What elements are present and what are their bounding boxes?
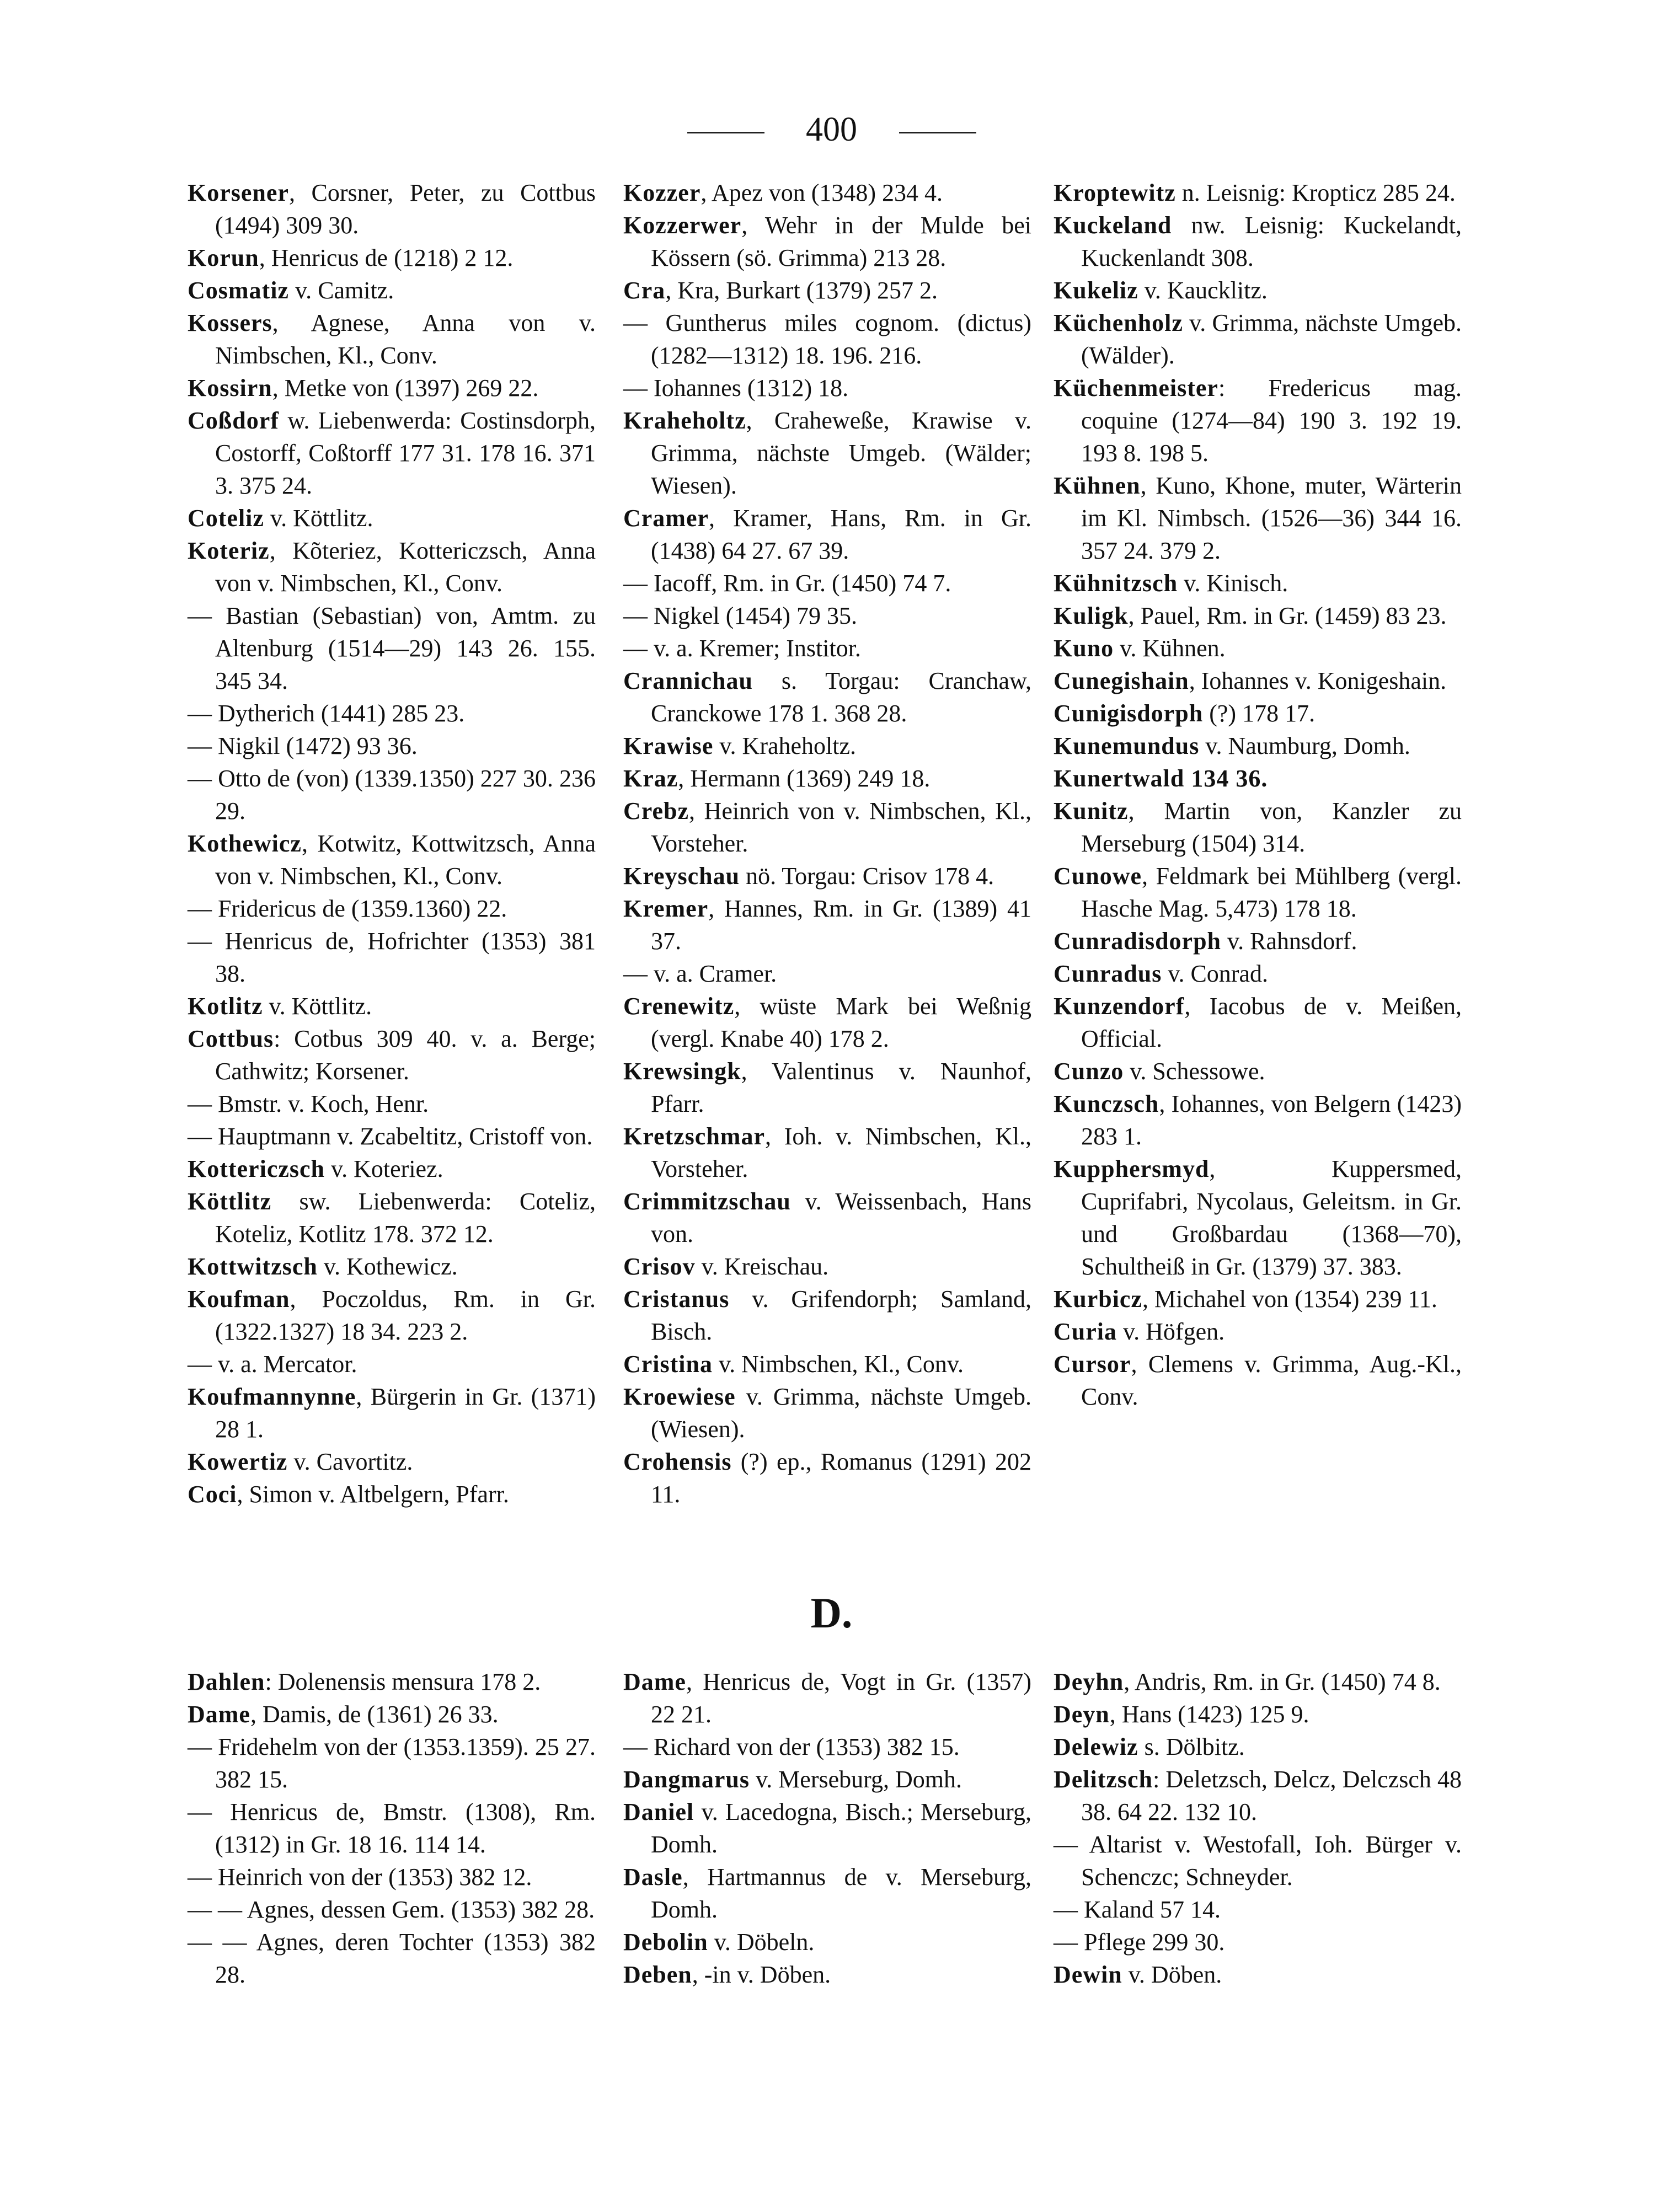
index-entry: Cunowe, Feldmark bei Mühlberg (vergl. Hasche Mag. 5,473) 178 18. <box>1054 863 1462 922</box>
index-entry: — Bmstr. v. Koch, Henr. <box>188 1090 429 1117</box>
index-entry: Kreyschau nö. Torgau: Crisov 178 4. <box>623 863 994 890</box>
index-entry: Kunertwald 134 36. <box>1054 765 1268 792</box>
index-entry: Crebz, Heinrich von v. Nimbschen, Kl., Vorsteher. <box>623 797 1031 857</box>
index-entry: Kunczsch, Iohannes, von Belgern (1423) 283 1. <box>1054 1090 1462 1150</box>
index-entry: Delewiz s. Dölbitz. <box>1054 1733 1245 1760</box>
index-entry: Kozzer, Apez von (1348) 234 4. <box>623 179 943 206</box>
index-entry: Kretzschmar, Ioh. v. Nimbschen, Kl., Vorsteher. <box>623 1123 1031 1182</box>
index-entry: — Heinrich von der (1353) 382 12. <box>188 1863 532 1890</box>
index-entry: Dasle, Hartmannus de v. Merseburg, Domh. <box>623 1863 1031 1923</box>
index-entry: — Henricus de, Hofrichter (1353) 381 38. <box>188 928 596 987</box>
index-entry: Kunitz, Martin von, Kanzler zu Merseburg (1504) 314. <box>1054 797 1462 857</box>
index-entry: — Guntherus miles cognom. (dictus) (1282—1312) 18. 196. 216. <box>623 309 1031 369</box>
index-entry: — Hauptmann v. Zcabeltitz, Cristoff von. <box>188 1123 593 1150</box>
index-entry: Kuno v. Kühnen. <box>1054 635 1226 662</box>
index-entry: Curia v. Höfgen. <box>1054 1318 1225 1345</box>
index-entry: Deben, -in v. Döben. <box>623 1961 831 1988</box>
index-entry: Cunradisdorph v. Rahnsdorf. <box>1054 928 1357 955</box>
index-entry: Küchenholz v. Grimma, nächste Umgeb. (Wälder). <box>1054 309 1462 369</box>
index-entry: Kossirn, Metke von (1397) 269 22. <box>188 374 539 401</box>
index-entry: Koteriz, Kõteriez, Kottericzsch, Anna von v. Nimbschen, Kl., Conv. <box>188 537 596 597</box>
index-entry: — Fridehelm von der (1353.1359). 25 27. 382 15. <box>188 1733 596 1793</box>
index-entry: — v. a. Kremer; Institor. <box>623 635 861 662</box>
index-entry: Kupphersmyd, Kuppersmed, Cuprifabri, Nycolaus, Geleitsm. in Gr. und Großbardau (1368—70), Schultheiß in Gr. (1379) 37. 383. <box>1054 1155 1462 1280</box>
index-entry: Korsener, Corsner, Peter, zu Cottbus (1494) 309 30. <box>188 179 596 239</box>
index-entry: Cristanus v. Grifendorph; Samland, Bisch. <box>623 1286 1031 1345</box>
index-entry: Cunegishain, Iohannes v. Konigeshain. <box>1054 667 1447 694</box>
index-entry: Kunzendorf, Iacobus de v. Meißen, Official. <box>1054 993 1462 1052</box>
index-entry: Deyn, Hans (1423) 125 9. <box>1054 1701 1309 1728</box>
index-entry: — Kaland 57 14. <box>1054 1896 1221 1923</box>
index-entry: — Bastian (Sebastian) von, Amtm. zu Altenburg (1514—29) 143 26. 155. 345 34. <box>188 602 596 694</box>
section-letter-heading: D. <box>810 1589 853 1637</box>
index-column-2 <box>623 176 1031 1511</box>
index-entry: — Nigkil (1472) 93 36. <box>188 732 418 759</box>
index-entry: Cunigisdorph (?) 178 17. <box>1054 700 1316 727</box>
index-entry: Kothewicz, Kotwitz, Kottwitzsch, Anna von v. Nimbschen, Kl., Conv. <box>188 830 596 890</box>
index-entry: Crohensis (?) ep., Romanus (1291) 202 11. <box>623 1448 1031 1508</box>
index-entry: Kozzerwer, Wehr in der Mulde bei Kössern (sö. Grimma) 213 28. <box>623 212 1031 271</box>
index-entry: Kroptewitz n. Leisnig: Kropticz 285 24. <box>1054 179 1456 206</box>
index-entry: Cottbus: Cotbus 309 40. v. a. Berge; Cathwitz; Korsener. <box>188 1025 596 1085</box>
index-entry: — Otto de (von) (1339.1350) 227 30. 236 29. <box>188 765 596 824</box>
index-entry: Cursor, Clemens v. Grimma, Aug.-Kl., Conv. <box>1054 1351 1462 1410</box>
index-entry: Kühnitzsch v. Kinisch. <box>1054 570 1288 597</box>
index-entry: — Nigkel (1454) 79 35. <box>623 602 858 629</box>
index-entry: Koufmannynne, Bürgerin in Gr. (1371) 28 1. <box>188 1383 596 1443</box>
index-entry: — — Agnes, deren Tochter (1353) 382 28. <box>188 1929 596 1988</box>
index-entry: Coci, Simon v. Altbelgern, Pfarr. <box>188 1481 509 1508</box>
index-entry: Kowertiz v. Cavortitz. <box>188 1448 413 1475</box>
index-entry: Köttlitz sw. Liebenwerda: Coteliz, Koteliz, Kotlitz 178. 372 12. <box>188 1188 596 1247</box>
index-entry: Cunzo v. Schessowe. <box>1054 1058 1265 1085</box>
index-entry: Daniel v. Lacedogna, Bisch.; Merseburg, Domh. <box>623 1798 1031 1858</box>
index-entry: Krewsingk, Valentinus v. Naunhof, Pfarr. <box>623 1058 1031 1117</box>
index-entry: Kunemundus v. Naumburg, Domh. <box>1054 732 1410 759</box>
index-entry: Kurbicz, Michahel von (1354) 239 11. <box>1054 1286 1437 1313</box>
index-entry: Crimmitzschau v. Weissenbach, Hans von. <box>623 1188 1031 1247</box>
page-header <box>0 108 1663 152</box>
index-column-d-3 <box>1054 1665 1462 1991</box>
index-entry: Kuligk, Pauel, Rm. in Gr. (1459) 83 23. <box>1054 602 1447 629</box>
index-entry: — v. a. Cramer. <box>623 960 777 987</box>
index-entry: Crenewitz, wüste Mark bei Weßnig (vergl. Knabe 40) 178 2. <box>623 993 1031 1052</box>
index-entry: Kroewiese v. Grimma, nächste Umgeb. (Wiesen). <box>623 1383 1031 1443</box>
index-entry: Kraz, Hermann (1369) 249 18. <box>623 765 931 792</box>
index-entry: — Richard von der (1353) 382 15. <box>623 1733 960 1760</box>
index-entry: Deyhn, Andris, Rm. in Gr. (1450) 74 8. <box>1054 1668 1441 1695</box>
index-entry: Küchenmeister: Fredericus mag. coquine (1274—84) 190 3. 192 19. 193 8. 198 5. <box>1054 374 1462 467</box>
index-entry: — v. a. Mercator. <box>188 1351 357 1378</box>
index-entry: Kremer, Hannes, Rm. in Gr. (1389) 41 37. <box>623 895 1031 955</box>
index-entry: Crannichau s. Torgau: Cranchaw, Cranckowe 178 1. 368 28. <box>623 667 1031 727</box>
index-column-3 <box>1054 176 1462 1413</box>
index-entry: Kuckeland nw. Leisnig: Kuckelandt, Kuckenlandt 308. <box>1054 212 1462 271</box>
index-entry: — Henricus de, Bmstr. (1308), Rm. (1312) in Gr. 18 16. 114 14. <box>188 1798 596 1858</box>
index-entry: Kossers, Agnese, Anna von v. Nimbschen, Kl., Conv. <box>188 309 596 369</box>
page-number: 400 <box>806 111 857 148</box>
index-entry: Dangmarus v. Merseburg, Domh. <box>623 1766 962 1793</box>
index-entry: — — Agnes, dessen Gem. (1353) 382 28. <box>188 1896 595 1923</box>
index-entry: Krawise v. Kraheholtz. <box>623 732 857 759</box>
index-entry: Debolin v. Döbeln. <box>623 1929 815 1956</box>
index-column-d-2 <box>623 1665 1031 1991</box>
index-entry: Coßdorf w. Liebenwerda: Costinsdorph, Costorff, Coßtorff 177 31. 178 16. 371 3. 375 24. <box>188 407 596 499</box>
index-entry: — Iacoff, Rm. in Gr. (1450) 74 7. <box>623 570 951 597</box>
index-entry: Cunradus v. Conrad. <box>1054 960 1268 987</box>
index-entry: Cramer, Kramer, Hans, Rm. in Gr. (1438) 64 27. 67 39. <box>623 505 1031 564</box>
index-entry: Dewin v. Döben. <box>1054 1961 1222 1988</box>
index-entry: Kraheholtz, Craheweße, Krawise v. Grimma, nächste Umgeb. (Wälder; Wiesen). <box>623 407 1031 499</box>
index-entry: Kotlitz v. Köttlitz. <box>188 993 372 1020</box>
index-entry: — Altarist v. Westofall, Ioh. Bürger v. Schenczc; Schneyder. <box>1054 1831 1462 1890</box>
index-entry: Cra, Kra, Burkart (1379) 257 2. <box>623 277 938 304</box>
index-entry: Cosmatiz v. Camitz. <box>188 277 394 304</box>
index-entry: Dame, Henricus de, Vogt in Gr. (1357) 22 21. <box>623 1668 1031 1728</box>
index-entry: Dahlen: Dolenensis mensura 178 2. <box>188 1668 541 1695</box>
index-entry: Crisov v. Kreischau. <box>623 1253 829 1280</box>
index-entry: Kukeliz v. Kaucklitz. <box>1054 277 1268 304</box>
index-entry: Coteliz v. Köttlitz. <box>188 505 373 532</box>
header-rule-right <box>899 132 976 133</box>
index-column-d-1 <box>188 1665 596 1991</box>
index-entry: Kühnen, Kuno, Khone, muter, Wärterin im Kl. Nimbsch. (1526—36) 344 16. 357 24. 379 2. <box>1054 472 1462 564</box>
index-entry: Delitzsch: Deletzsch, Delcz, Delczsch 48 38. 64 22. 132 10. <box>1054 1766 1462 1825</box>
index-entry: Kottwitzsch v. Kothewicz. <box>188 1253 458 1280</box>
index-entry: Cristina v. Nimbschen, Kl., Conv. <box>623 1351 964 1378</box>
index-entry: Korun, Henricus de (1218) 2 12. <box>188 244 514 271</box>
index-entry: Koufman, Poczoldus, Rm. in Gr. (1322.1327) 18 34. 223 2. <box>188 1286 596 1345</box>
index-column-1 <box>188 176 596 1511</box>
header-rule-left <box>687 132 764 133</box>
index-entry: — Pflege 299 30. <box>1054 1929 1225 1956</box>
index-entry: — Fridericus de (1359.1360) 22. <box>188 895 507 922</box>
index-entry: — Dytherich (1441) 285 23. <box>188 700 465 727</box>
index-entry: — Iohannes (1312) 18. <box>623 374 849 401</box>
index-entry: Dame, Damis, de (1361) 26 33. <box>188 1701 499 1728</box>
index-entry: Kottericzsch v. Koteriez. <box>188 1155 443 1182</box>
